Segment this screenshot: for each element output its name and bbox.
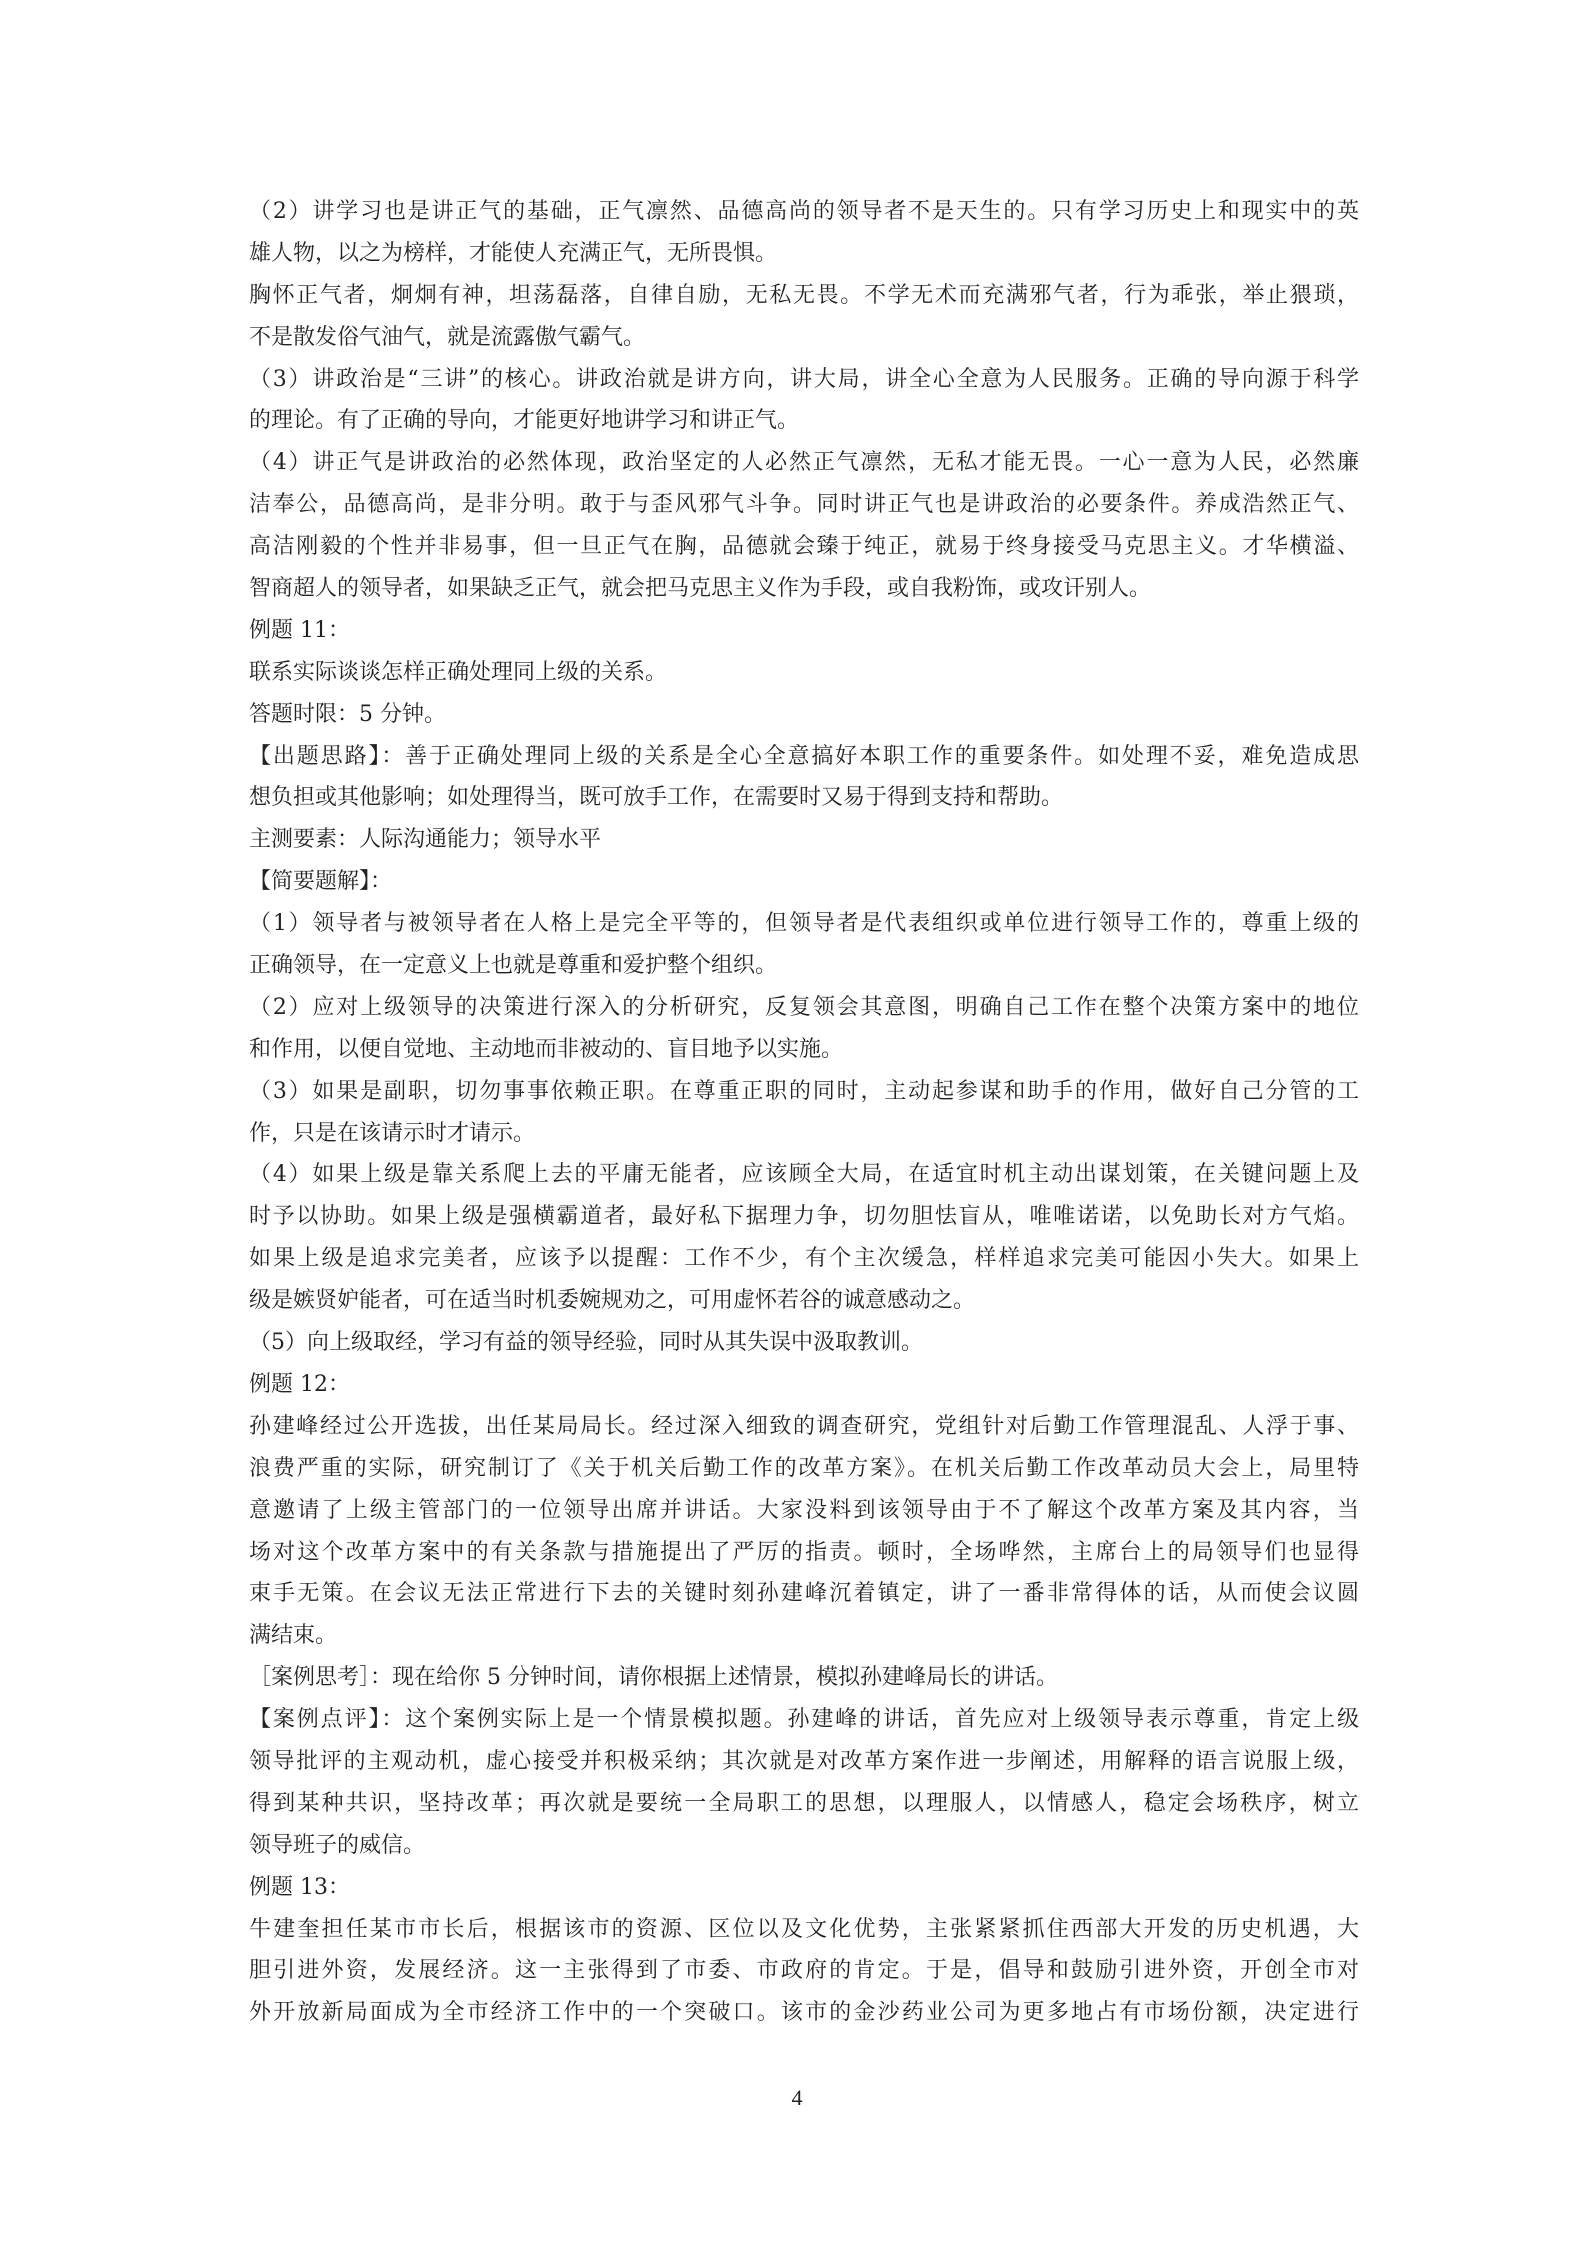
text-line: 浪费严重的实际，研究制订了《关于机关后勤工作的改革方案》。在机关后勤工作改革动员大会上，局里特 <box>249 1455 1359 1481</box>
text-line: 牛建奎担任某市市长后，根据该市的资源、区位以及文化优势，主张紧紧抓住西部大开发的历史机遇，大 <box>249 1916 1359 1942</box>
text-line: 例题 13： <box>249 1874 350 1900</box>
text-line: 【简要题解】： <box>249 869 393 895</box>
text-line: 如果上级是追求完美者，应该予以提醒：工作不少，有个主次缓急，样样追求完美可能因小失大。如果上 <box>249 1246 1359 1272</box>
text-line: 场对这个改革方案中的有关条款与措施提出了严厉的指责。顿时，全场哗然，主席台上的局领导们也显得 <box>249 1539 1359 1565</box>
text-line: （2）讲学习也是讲正气的基础，正气凛然、品德高尚的领导者不是天生的。只有学习历史上和现实中的英 <box>249 199 1359 224</box>
text-line: 正确领导，在一定意义上也就是尊重和爱护整个组织。 <box>249 953 778 979</box>
text-line: 时予以协助。如果上级是强横霸道者，最好私下据理力争，切勿胆怯盲从，唯唯诺诺，以免助长对方气焰。 <box>249 1204 1359 1230</box>
text-line: 意邀请了上级主管部门的一位领导出席并讲话。大家没料到该领导由于不了解这个改革方案及其内容，当 <box>249 1497 1359 1523</box>
text-line: 智商超人的领导者，如果缺乏正气，就会把马克思主义作为手段，或自我粉饰，或攻讦别人。 <box>249 576 1152 602</box>
text-line: （1）领导者与被领导者在人格上是完全平等的，但领导者是代表组织或单位进行领导工作的，尊重上级的 <box>249 911 1359 937</box>
text-line: 孙建峰经过公开选拔，出任某局局长。经过深入细致的调查研究，党组针对后勤工作管理混乱、人浮于事、 <box>249 1413 1359 1439</box>
text-line: 和作用，以便自觉地、主动地而非被动的、盲目地予以实施。 <box>249 1036 844 1062</box>
text-line: 答题时限：5 分钟。 <box>249 701 446 727</box>
text-line: （5）向上级取经，学习有益的领导经验，同时从其失误中汲取教训。 <box>249 1330 923 1356</box>
text-line: 【出题思路】：善于正确处理同上级的关系是全心全意搞好本职工作的重要条件。如处理不妥，难免造成思 <box>249 743 1359 769</box>
text-line: 级是嫉贤妒能者，可在适当时机委婉规劝之，可用虚怀若谷的诚意感动之。 <box>249 1288 976 1314</box>
text-line: （3）讲政治是“三讲”的核心。讲政治就是讲方向，讲大局，讲全心全意为人民服务。正确的导向源于科学 <box>249 366 1359 392</box>
text-line: （4）如果上级是靠关系爬上去的平庸无能者，应该顾全大局，在适宜时机主动出谋划策，在关键问题上及 <box>249 1162 1359 1188</box>
text-line: 联系实际谈谈怎样正确处理同上级的关系。 <box>249 659 668 685</box>
document-body <box>249 191 1359 2034</box>
text-line: 胆引进外资，发展经济。这一主张得到了市委、市政府的肯定。于是，倡导和鼓励引进外资，开创全市对 <box>249 1958 1359 1984</box>
text-line: 领导班子的威信。 <box>249 1832 426 1858</box>
text-line: 想负担或其他影响；如处理得当，既可放手工作，在需要时又易于得到支持和帮助。 <box>249 785 1064 811</box>
text-line: 高洁刚毅的个性并非易事，但一旦正气在胸，品德就会臻于纯正，就易于终身接受马克思主义。才华横溢、 <box>249 534 1359 560</box>
text-line: （3）如果是副职，切勿事事依赖正职。在尊重正职的同时，主动起参谋和助手的作用，做好自己分管的工 <box>249 1078 1359 1104</box>
text-line: 的理论。有了正确的导向，才能更好地讲学习和讲正气。 <box>249 408 800 434</box>
text-line: 外开放新局面成为全市经济工作中的一个突破口。该市的金沙药业公司为更多地占有市场份额，决定进行 <box>249 2000 1359 2026</box>
text-line: 得到某种共识，坚持改革；再次就是要统一全局职工的思想，以理服人，以情感人，稳定会场秩序，树立 <box>249 1790 1359 1816</box>
text-line: 洁奉公，品德高尚，是非分明。敢于与歪风邪气斗争。同时讲正气也是讲政治的必要条件。养成浩然正气、 <box>249 492 1359 518</box>
text-line: （2）应对上级领导的决策进行深入的分析研究，反复领会其意图，明确自己工作在整个决策方案中的地位 <box>249 994 1359 1020</box>
page-number: 4 <box>791 2085 803 2110</box>
text-line: 例题 12： <box>249 1371 350 1397</box>
text-line: 主测要素：人际沟通能力；领导水平 <box>249 827 602 853</box>
text-line: （4）讲正气是讲政治的必然体现，政治坚定的人必然正气凛然，无私才能无畏。一心一意为人民，必然廉 <box>249 450 1359 476</box>
text-line: 雄人物，以之为榜样，才能使人充满正气，无所畏惧。 <box>249 240 778 266</box>
text-line: 不是散发俗气油气，就是流露傲气霸气。 <box>249 324 646 350</box>
text-line: 例题 11： <box>249 617 350 643</box>
text-line: 束手无策。在会议无法正常进行下去的关键时刻孙建峰沉着镇定，讲了一番非常得体的话，从而使会议圆 <box>249 1581 1359 1607</box>
text-line: ［案例思考］：现在给你 5 分钟时间，请你根据上述情景，模拟孙建峰局长的讲话。 <box>249 1665 1058 1691</box>
text-line: 胸怀正气者，炯炯有神，坦荡磊落，自律自励，无私无畏。不学无术而充满邪气者，行为乖张，举止猥琐， <box>249 282 1359 308</box>
text-line: 满结束。 <box>249 1623 338 1649</box>
text-line: 作，只是在该请示时才请示。 <box>249 1120 536 1146</box>
text-line: 【案例点评】：这个案例实际上是一个情景模拟题。孙建峰的讲话，首先应对上级领导表示尊重，肯定上级 <box>249 1707 1359 1733</box>
text-line: 领导批评的主观动机，虚心接受并积极采纳；其次就是对改革方案作进一步阐述，用解释的语言说服上级， <box>249 1748 1359 1774</box>
